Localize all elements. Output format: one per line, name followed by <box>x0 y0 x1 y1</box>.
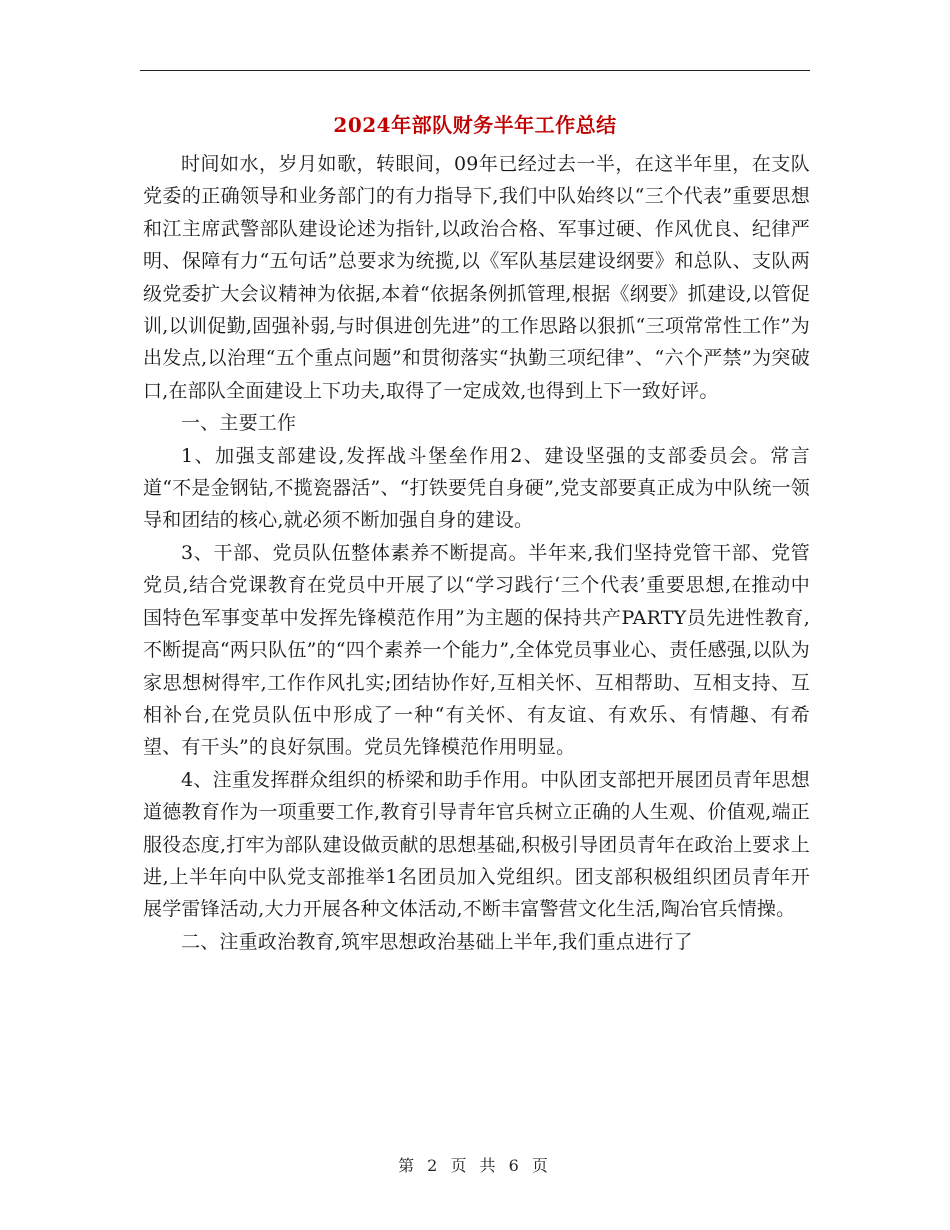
section-heading-main-work: 一、主要工作 <box>181 412 297 435</box>
section-heading-political-education: 二、注重政治教育,筑牢思想政治基础上半年,我们重点进行了 <box>181 930 693 953</box>
paragraph-item-4: 4、注重发挥群众组织的桥梁和助手作用。中队团支部把开展团员青年思想道德教育作为一项重要工作,教育引导青年官兵树立正确的人生观、价值观,端正服役态度,打牢为部队建设做贡献的思想基础,积极引导团员青年在政治上要求上进,上半年向中队党支部推举1名团员加入党组织。团支部积极组织团员青年开展学雷锋活动,大力开展各种文体活动,不断丰富警营文化生活,陶冶官兵情操。 <box>143 768 810 921</box>
header-rule <box>140 70 810 71</box>
page-number-footer: 第 2 页 共 6 页 <box>398 1156 552 1175</box>
document-title: 2024年部队财务半年工作总结 <box>333 113 617 137</box>
paragraph-item-3: 3、干部、党员队伍整体素养不断提高。半年来,我们坚持党管干部、党管党员,结合党课教育在党员中开展了以“学习践行‘三个代表’重要思想,在推动中国特色军事变革中发挥先锋模范作用”为主题的保持共产PARTY员先进性教育,不断提高“两只队伍”的“四个素养一个能力”,全体党员事业心、责任感强,以队为家思想树得牢,工作作风扎实;团结协作好,互相关怀、互相帮助、互相支持、互相补台,在党员队伍中形成了一种“有关怀、有友谊、有欢乐、有情趣、有希望、有干头”的良好氛围。党员先锋模范作用明显。 <box>143 541 810 759</box>
paragraph-item-1-2: 1、加强支部建设,发挥战斗堡垒作用2、建设坚强的支部委员会。常言道“不是金钢钻,不揽瓷器活”、“打铁要凭自身硬”,党支部要真正成为中队统一领导和团结的核心,就必须不断加强自身的建设。 <box>143 444 810 532</box>
paragraph-intro: 时间如水，岁月如歌，转眼间，09年已经过去一半，在这半年里，在支队党委的正确领导和业务部门的有力指导下,我们中队始终以“三个代表”重要思想和江主席武警部队建设论述为指针,以政治合格、军事过硬、作风优良、纪律严明、保障有力“五句话”总要求为统揽,以《军队基层建设纲要》和总队、支队两级党委扩大会议精神为依据,本着“依据条例抓管理,根据《纲要》抓建设,以管促训,以训促勤,固强补弱,与时俱进创先进”的工作思路以狠抓“三项常常性工作”为出发点,以治理“五个重点问题”和贯彻落实“执勤三项纪律”、“六个严禁”为突破口,在部队全面建设上下功夫,取得了一定成效,也得到上下一致好评。 <box>143 153 810 402</box>
document-body <box>143 148 810 958</box>
